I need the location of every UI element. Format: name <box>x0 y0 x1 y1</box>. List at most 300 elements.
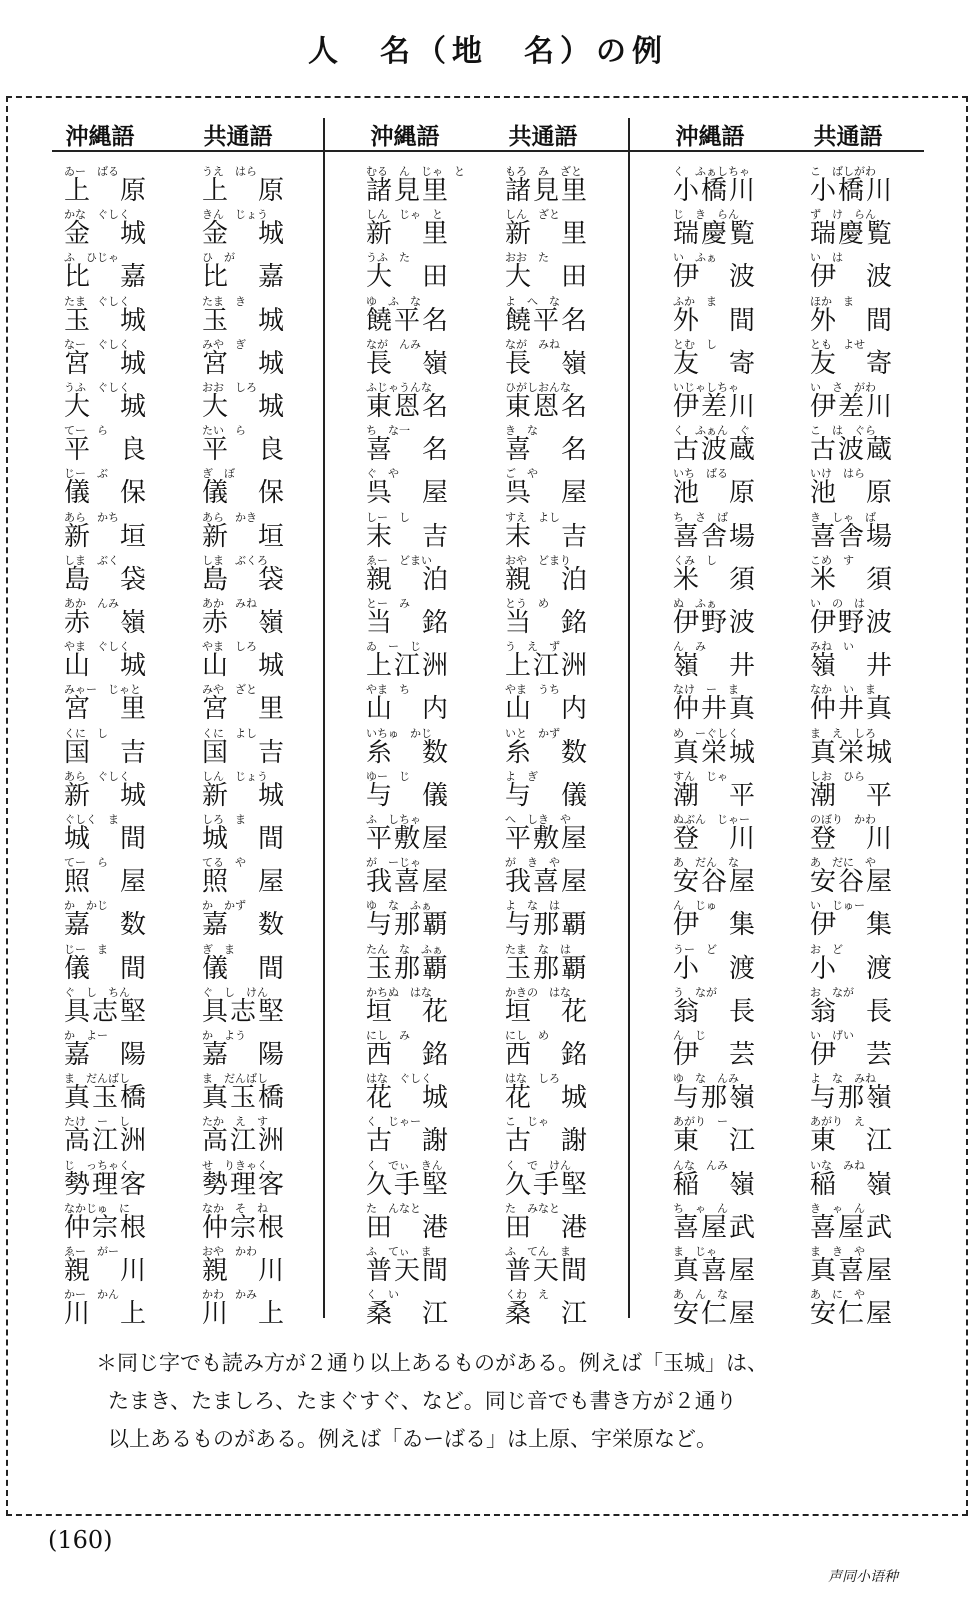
reading-ruby: く ふぁん ぐ <box>673 424 750 438</box>
name-kanji: 末 吉 <box>505 521 590 552</box>
name-entry <box>673 1203 793 1247</box>
name-entry <box>505 512 625 556</box>
name-entry <box>64 987 184 1031</box>
name-kanji: 山 城 <box>202 651 287 682</box>
name-entry <box>673 339 793 383</box>
name-kanji: 饒平名 <box>505 305 590 336</box>
reading-ruby: あがり え <box>810 1115 865 1129</box>
name-entry <box>810 382 930 426</box>
name-kanji: 池 原 <box>673 478 758 509</box>
reading-ruby: こ じゃ <box>505 1115 549 1129</box>
reading-ruby: とー み <box>366 597 410 610</box>
reading-ruby: い は <box>810 251 843 265</box>
name-entry <box>505 1116 625 1160</box>
name-entry <box>505 1160 625 1204</box>
reading-ruby: あら ぐしく <box>64 769 130 783</box>
reading-ruby: じー ま <box>64 942 108 956</box>
reading-ruby: なかじゅ に <box>64 1201 130 1215</box>
name-kanji: 勢理客 <box>64 1169 149 1200</box>
reading-ruby: あ に や <box>810 1288 865 1302</box>
name-entry <box>366 1203 486 1247</box>
name-entry <box>505 857 625 901</box>
name-entry <box>810 1030 930 1074</box>
reading-ruby: くに し <box>64 726 108 740</box>
reading-ruby: ぬ ふぁ <box>673 597 717 610</box>
reading-ruby: く でぃ きん <box>366 1158 443 1172</box>
reading-ruby: かー かん <box>64 1288 119 1302</box>
reading-ruby: か かじ <box>64 899 108 913</box>
name-entry <box>505 1073 625 1117</box>
name-kanji: 新 里 <box>366 219 451 250</box>
name-entry <box>366 382 486 426</box>
name-kanji: 宮 城 <box>202 348 287 379</box>
name-kanji: 桑 江 <box>366 1299 451 1330</box>
name-entry <box>202 425 322 469</box>
reading-ruby: く い <box>366 1288 399 1302</box>
name-entry <box>505 684 625 728</box>
name-kanji: 真栄城 <box>673 737 758 768</box>
reading-ruby: みや ざと <box>202 683 257 697</box>
name-kanji: 潮 平 <box>810 780 895 811</box>
reading-ruby: ぎ ぼ <box>202 467 235 481</box>
name-kanji: 喜 名 <box>366 435 451 466</box>
reading-ruby: せ りきゃく <box>202 1158 268 1172</box>
name-kanji: 金 城 <box>64 219 149 250</box>
name-kanji: 島 袋 <box>202 564 287 595</box>
page-title: 人 名（地 名）の例 <box>308 34 668 69</box>
reading-ruby: かきの はな <box>505 985 571 999</box>
name-entry <box>202 944 322 988</box>
name-entry <box>505 1203 625 1247</box>
reading-ruby: なか そ ね <box>202 1201 268 1215</box>
reading-ruby: くみ し <box>673 553 717 567</box>
reading-ruby: い じゅー <box>810 899 865 913</box>
name-entry <box>64 382 184 426</box>
reading-ruby: ま き や <box>810 1245 865 1258</box>
name-kanji: 稲 嶺 <box>673 1169 758 1200</box>
reading-ruby: お ど <box>810 942 843 956</box>
reading-ruby: ま じゃ <box>673 1245 717 1258</box>
name-kanji: 長 嶺 <box>366 348 451 379</box>
name-entry <box>810 209 930 253</box>
reading-ruby: おや かわ <box>202 1245 257 1258</box>
reading-ruby: みや ぎ <box>202 337 246 351</box>
name-kanji: 玉那覇 <box>505 953 590 984</box>
reading-ruby: ゐー ばる <box>64 165 119 178</box>
name-entry <box>366 1073 486 1117</box>
name-entry <box>366 296 486 340</box>
name-entry <box>64 1289 184 1333</box>
name-kanji: 照 屋 <box>202 867 287 898</box>
name-kanji: 真栄城 <box>810 737 895 768</box>
reading-ruby: ほか ま <box>810 294 854 308</box>
name-entry <box>64 900 184 944</box>
name-entry <box>366 166 486 210</box>
name-entry <box>810 555 930 599</box>
reading-ruby: じー ぶ <box>64 467 108 481</box>
name-entry <box>505 598 625 642</box>
reading-ruby: か かず <box>202 899 246 913</box>
reading-ruby: ふか ま <box>673 294 717 308</box>
reading-ruby: ふじゃうんな <box>366 381 432 394</box>
reading-ruby: いと かず <box>505 726 560 740</box>
name-kanji: 呉 屋 <box>505 478 590 509</box>
watermark-stamp: 声同小语种 <box>828 1569 898 1585</box>
name-kanji: 上江洲 <box>366 651 451 682</box>
name-kanji: 喜 名 <box>505 435 590 466</box>
name-kanji: 真玉橋 <box>202 1083 287 1114</box>
name-entry <box>505 382 625 426</box>
name-entry <box>810 1073 930 1117</box>
reading-ruby: すん じゃ <box>673 769 728 783</box>
name-entry <box>64 641 184 685</box>
name-kanji: 仲井真 <box>673 694 758 725</box>
reading-ruby: ゆ な んみ <box>673 1072 739 1086</box>
reading-ruby: ふ てん ま <box>505 1245 571 1258</box>
name-kanji: 山 城 <box>64 651 149 682</box>
name-kanji: 花 城 <box>505 1083 590 1114</box>
reading-ruby: た んなと <box>366 1201 421 1215</box>
name-entry <box>673 382 793 426</box>
reading-ruby: か よう <box>202 1029 246 1042</box>
reading-ruby: ゐ ー じ <box>366 640 421 654</box>
name-entry <box>810 684 930 728</box>
name-kanji: 外 間 <box>673 305 758 336</box>
name-entry <box>505 987 625 1031</box>
name-kanji: 喜屋武 <box>810 1212 895 1243</box>
name-kanji: 仲宗根 <box>202 1212 287 1243</box>
name-kanji: 嶺 井 <box>673 651 758 682</box>
reading-ruby: じ っちゃく <box>64 1158 130 1172</box>
reading-ruby: こ は ぐら <box>810 424 876 438</box>
name-entry <box>202 857 322 901</box>
name-entry <box>810 987 930 1031</box>
name-entry <box>202 1030 322 1074</box>
name-kanji: 安谷屋 <box>673 867 758 898</box>
name-kanji: 具志堅 <box>64 996 149 1027</box>
name-kanji: 親 川 <box>202 1256 287 1286</box>
reading-ruby: しー し <box>366 510 410 524</box>
reading-ruby: か よー <box>64 1029 108 1042</box>
name-kanji: 垣 花 <box>366 996 451 1027</box>
name-entry <box>366 1160 486 1204</box>
name-entry <box>673 814 793 858</box>
name-entry <box>64 296 184 340</box>
name-entry <box>810 728 930 772</box>
name-entry <box>366 1030 486 1074</box>
reading-ruby: しお ひら <box>810 769 865 783</box>
reading-ruby: なが みね <box>505 337 560 351</box>
name-kanji: 安仁屋 <box>673 1299 758 1330</box>
reading-ruby: ふ しちゃ <box>366 813 421 826</box>
name-entry <box>505 900 625 944</box>
name-entry <box>366 944 486 988</box>
reading-ruby: やま しろ <box>202 640 257 654</box>
name-entry <box>202 382 322 426</box>
name-entry <box>64 425 184 469</box>
name-entry <box>366 641 486 685</box>
reading-ruby: しま ぶくろ <box>202 553 268 567</box>
reading-ruby: ひがしおんな <box>505 381 571 394</box>
reading-ruby: う なが <box>673 985 717 999</box>
name-kanji: 山 内 <box>366 694 451 725</box>
reading-ruby: うふ ぐしく <box>64 381 130 394</box>
reading-ruby: ぎ ま <box>202 942 235 956</box>
name-kanji: 安谷屋 <box>810 867 895 898</box>
reading-ruby: ぐ し けん <box>202 985 268 999</box>
name-kanji: 西 銘 <box>366 1040 451 1070</box>
name-kanji: 翁 長 <box>810 996 895 1027</box>
reading-ruby: ま だんばし <box>202 1072 268 1086</box>
reading-ruby: てー ら <box>64 424 108 438</box>
reading-ruby: あか みね <box>202 597 257 610</box>
name-kanji: 東恩名 <box>505 392 590 422</box>
name-kanji: 与那覇 <box>366 910 451 941</box>
reading-ruby: が き や <box>505 856 560 870</box>
footnote-line-2: たまき、たましろ、たまぐすぐ、など。同じ音でも書き方が２通り <box>108 1389 737 1413</box>
reading-ruby: じ き らん <box>673 208 739 222</box>
reading-ruby: あがり ー <box>673 1115 728 1129</box>
reading-ruby: かわ かみ <box>202 1288 257 1302</box>
name-kanji: 伊 波 <box>673 262 758 293</box>
name-entry <box>366 512 486 556</box>
name-entry <box>64 771 184 815</box>
name-kanji: 儀 保 <box>202 478 287 509</box>
name-entry <box>64 944 184 988</box>
column-divider-2 <box>628 118 630 1318</box>
name-kanji: 登 川 <box>673 824 758 854</box>
name-entry <box>673 1030 793 1074</box>
name-entry <box>366 728 486 772</box>
name-kanji: 東 江 <box>673 1126 758 1157</box>
name-kanji: 宮 城 <box>64 348 149 379</box>
name-kanji: 与 儀 <box>505 780 590 811</box>
name-entry <box>64 252 184 296</box>
reading-ruby: てる や <box>202 856 246 870</box>
name-kanji: 小 渡 <box>673 953 758 984</box>
name-kanji: 友 寄 <box>810 348 895 379</box>
name-entry <box>64 814 184 858</box>
reading-ruby: き な <box>505 424 538 438</box>
name-entry <box>673 512 793 556</box>
name-kanji: 親 泊 <box>505 564 590 595</box>
name-entry <box>202 641 322 685</box>
name-entry <box>673 1160 793 1204</box>
reading-ruby: よ な は <box>505 899 560 913</box>
name-kanji: 小橋川 <box>673 176 758 206</box>
header-common-3: 共通語 <box>813 124 883 150</box>
name-entry <box>202 512 322 556</box>
reading-ruby: あら かき <box>202 510 257 524</box>
name-entry <box>673 641 793 685</box>
name-entry <box>64 512 184 556</box>
name-entry <box>505 728 625 772</box>
reading-ruby: やま ぐしく <box>64 640 130 654</box>
name-kanji: 新 垣 <box>64 521 149 552</box>
name-kanji: 諸見里 <box>505 176 590 206</box>
name-entry <box>366 209 486 253</box>
name-entry <box>810 814 930 858</box>
name-entry <box>810 468 930 512</box>
name-kanji: 山 内 <box>505 694 590 725</box>
name-entry <box>202 900 322 944</box>
name-entry <box>366 684 486 728</box>
name-entry <box>202 814 322 858</box>
name-entry <box>366 425 486 469</box>
reading-ruby: ぐ し ちん <box>64 985 130 999</box>
name-entry <box>202 1116 322 1160</box>
name-kanji: 与那嶺 <box>673 1083 758 1114</box>
name-entry <box>64 684 184 728</box>
name-entry <box>810 1160 930 1204</box>
reading-ruby: ま だんばし <box>64 1072 130 1086</box>
name-entry <box>505 296 625 340</box>
reading-ruby: たま き <box>202 294 246 308</box>
name-entry <box>64 598 184 642</box>
name-kanji: 外 間 <box>810 305 895 336</box>
reading-ruby: たけ ー し <box>64 1115 130 1129</box>
name-entry <box>202 1160 322 1204</box>
name-entry <box>673 684 793 728</box>
reading-ruby: い さ がわ <box>810 381 876 394</box>
name-entry <box>810 425 930 469</box>
header-common-1: 共通語 <box>203 124 273 150</box>
name-entry <box>505 944 625 988</box>
name-kanji: 嘉 陽 <box>64 1040 149 1070</box>
name-kanji: 儀 間 <box>202 953 287 984</box>
name-kanji: 高江洲 <box>202 1126 287 1157</box>
name-kanji: 伊 集 <box>673 910 758 941</box>
name-entry <box>673 296 793 340</box>
name-kanji: 具志堅 <box>202 996 287 1027</box>
name-entry <box>673 771 793 815</box>
reading-ruby: が ーじゃ <box>366 856 421 870</box>
name-kanji: 我喜屋 <box>366 867 451 898</box>
name-kanji: 照 屋 <box>64 867 149 898</box>
name-entry <box>366 900 486 944</box>
name-entry <box>202 339 322 383</box>
name-kanji: 平敷屋 <box>366 824 451 854</box>
name-kanji: 諸見里 <box>366 176 451 206</box>
name-kanji: 当 銘 <box>366 608 451 638</box>
name-kanji: 池 原 <box>810 478 895 509</box>
reading-ruby: おお た <box>505 251 549 265</box>
name-entry <box>366 339 486 383</box>
name-kanji: 勢理客 <box>202 1169 287 1200</box>
name-kanji: 我喜屋 <box>505 867 590 898</box>
reading-ruby: ん じ <box>673 1029 706 1042</box>
name-entry <box>202 1203 322 1247</box>
reading-ruby: い げい <box>810 1029 854 1042</box>
name-kanji: 末 吉 <box>366 521 451 552</box>
reading-ruby: しん じゃ と <box>366 208 443 222</box>
name-entry <box>673 987 793 1031</box>
name-kanji: 新 城 <box>64 780 149 811</box>
name-kanji: 伊 芸 <box>810 1040 895 1070</box>
name-entry <box>202 684 322 728</box>
name-kanji: 小 渡 <box>810 953 895 984</box>
name-entry <box>810 296 930 340</box>
reading-ruby: ゆー じ <box>366 769 410 783</box>
name-kanji: 古 謝 <box>366 1126 451 1157</box>
reading-ruby: やま ち <box>366 683 410 697</box>
name-entry <box>673 1073 793 1117</box>
name-entry <box>505 166 625 210</box>
name-kanji: 田 港 <box>505 1212 590 1243</box>
name-kanji: 伊 集 <box>810 910 895 941</box>
name-entry <box>673 468 793 512</box>
reading-ruby: かちぬ はな <box>366 985 432 999</box>
name-entry <box>202 252 322 296</box>
reading-ruby: き ゃ ん <box>810 1201 865 1215</box>
reading-ruby: よ へ な <box>505 294 560 308</box>
name-entry <box>505 1030 625 1074</box>
name-entry <box>673 1116 793 1160</box>
name-entry <box>202 987 322 1031</box>
name-kanji: 垣 花 <box>505 996 590 1027</box>
name-kanji: 西 銘 <box>505 1040 590 1070</box>
name-kanji: 玉那覇 <box>366 953 451 984</box>
name-kanji: 嘉 陽 <box>202 1040 287 1070</box>
name-kanji: 仲宗根 <box>64 1212 149 1243</box>
name-kanji: 糸 数 <box>366 737 451 768</box>
column-divider-1 <box>323 118 325 1318</box>
name-kanji: 城 間 <box>64 824 149 854</box>
reading-ruby: いち ばる <box>673 467 728 481</box>
reading-ruby: にし め <box>505 1029 549 1042</box>
name-kanji: 伊差川 <box>673 392 758 422</box>
name-kanji: 普天間 <box>366 1256 451 1286</box>
name-kanji: 比 嘉 <box>202 262 287 293</box>
reading-ruby: へ しき や <box>505 813 571 826</box>
name-entry <box>64 339 184 383</box>
name-kanji: 普天間 <box>505 1256 590 1286</box>
name-kanji: 玉 城 <box>64 305 149 336</box>
name-kanji: 古 謝 <box>505 1126 590 1157</box>
header-common-2: 共通語 <box>508 124 578 150</box>
reading-ruby: ち さ ば <box>673 510 728 524</box>
reading-ruby: ゑー どまい <box>366 553 432 567</box>
reading-ruby: いな みね <box>810 1158 865 1172</box>
name-kanji: 嶺 井 <box>810 651 895 682</box>
footnote-line-1: ＊同じ字でも読み方が２通り以上あるものがある。例えば「玉城」は、 <box>96 1351 768 1375</box>
name-kanji: 喜屋武 <box>673 1212 758 1243</box>
reading-ruby: よ ぎ <box>505 769 538 783</box>
reading-ruby: あ だん な <box>673 856 739 870</box>
name-kanji: 大 城 <box>64 392 149 422</box>
name-entry <box>202 555 322 599</box>
name-entry <box>64 555 184 599</box>
name-entry <box>202 166 322 210</box>
name-kanji: 東 江 <box>810 1126 895 1157</box>
reading-ruby: た みなと <box>505 1201 560 1215</box>
name-entry <box>202 296 322 340</box>
name-kanji: 伊 波 <box>810 262 895 293</box>
name-kanji: 赤 嶺 <box>64 608 149 638</box>
reading-ruby: ふ てぃ ま <box>366 1245 432 1258</box>
reading-ruby: うふ た <box>366 251 410 265</box>
reading-ruby: にし み <box>366 1029 410 1042</box>
name-kanji: 平敷屋 <box>505 824 590 854</box>
name-kanji: 伊差川 <box>810 392 895 422</box>
reading-ruby: かな ぐしく <box>64 208 130 222</box>
name-kanji: 城 間 <box>202 824 287 854</box>
name-entry <box>505 555 625 599</box>
name-kanji: 伊 芸 <box>673 1040 758 1070</box>
reading-ruby: たい ら <box>202 424 246 438</box>
name-entry <box>673 857 793 901</box>
reading-ruby: しん ざと <box>505 208 560 222</box>
